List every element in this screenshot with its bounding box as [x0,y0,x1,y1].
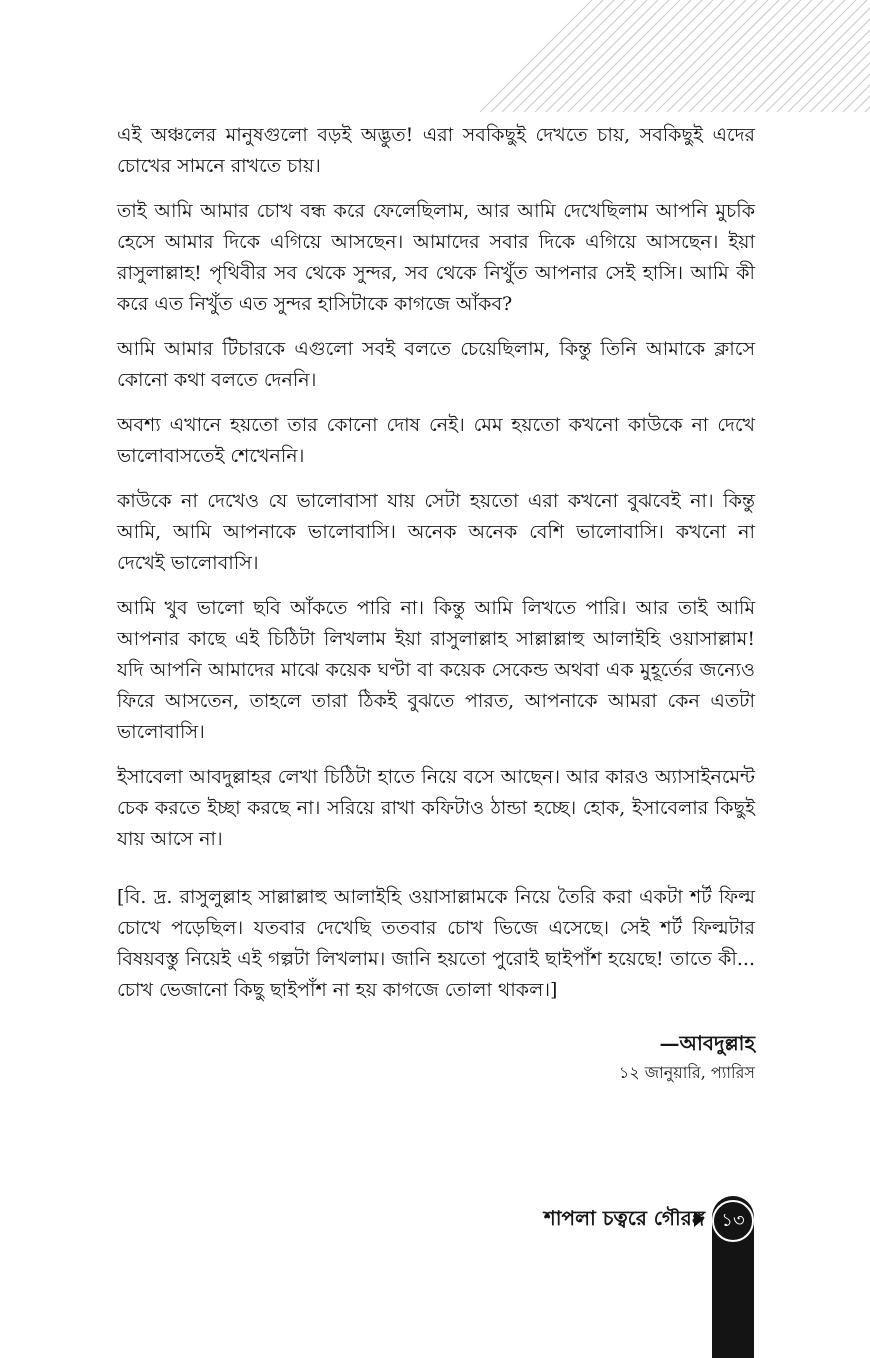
hatch-line [579,0,691,112]
hatch-line [722,0,834,112]
body-text [117,120,755,1020]
hatch-line [700,0,812,112]
hatch-line [546,0,658,112]
hatch-line [524,0,636,112]
paragraph: আমি খুব ভালো ছবি আঁকতে পারি না। কিন্তু আমি লিখতে পারি। আর তাই আমি আপনার কাছে এই চিঠিটা লিখলাম ইয়া রাসুলাল্লাহ সাল্লাল্লাহু আলাইহি ওয়াসাল্লাম! যদি আপনি আমাদের মাঝে কয়েক ঘণ্টা বা কয়েক সেকেন্ড অথবা এক মুহূর্তের জন্যেও ফিরে আসতেন, তাহলে তারা ঠিকই বুঝতে পারত, আপনাকে আমরা কেন এতটা ভালোবাসি। [117,597,755,743]
hatch-line [590,0,702,112]
hatch-line [568,0,680,112]
diagonal-hatch-decoration [480,0,870,112]
author-note: [বি. দ্র. রাসুলুল্লাহ সাল্লাল্লাহু আলাইহি ওয়াসাল্লামকে নিয়ে তৈরি করা একটা শর্ট ফিল্ম চোখে পড়েছিল। যতবার দেখেছি ততবার চোখ ভিজে এসেছে। সেই শর্ট ফিল্মটার বিষয়বস্তু নিয়েই এই গল্পটা লিখলাম। জানি হয়তো পুরোই ছাইপাঁশ হয়েছে! তাতে কী... চোখ ভেজানো কিছু ছাইপাঁশ না হয় কাগজে তোলা থাকল।] [117,886,755,1001]
hatch-line [689,0,801,112]
paragraph: ইসাবেলা আবদুল্লাহর লেখা চিঠিটা হাতে নিয়ে বসে আছেন। আর কারও অ্যাসাইনমেন্ট চেক করতে ইচ্ছা করছে না। সরিয়ে রাখা কফিটাও ঠান্ডা হচ্ছে। হোক, ইসাবেলার কিছুই যায় আসে না। [117,766,755,850]
hatch-line [612,0,724,112]
hatch-line [601,0,713,112]
hatch-line [777,0,870,112]
paragraph: অবশ্য এখানে হয়তো তার কোনো দোষ নেই। মেম হয়তো কখনো কাউকে না দেখে ভালোবাসতেই শেখেননি। [117,414,755,467]
hatch-line [711,0,823,112]
paragraph: তাই আমি আমার চোখ বন্ধ করে ফেলেছিলাম, আর আমি দেখেছিলাম আপনি মুচকি হেসে আমার দিকে এগিয়ে আসছেন। আমাদের সবার দিকে এগিয়ে আসছেন। ইয়া রাসুলাল্লাহ! পৃথিবীর সব থেকে সুন্দর, সব থেকে নিখুঁত আপনার সেই হাসি। আমি কী করে এত নিখুঁত এত সুন্দর হাসিটাকে কাগজে আঁকব? [117,200,755,315]
paragraph: কাউকে না দেখেও যে ভালোবাসা যায় সেটা হয়তো এরা কখনো বুঝবেই না। কিন্তু আমি, আমি আপনাকে ভালোবাসি। অনেক অনেক বেশি ভালোবাসি। কখনো না দেখেই ভালোবাসি। [117,490,755,574]
running-book-title: শাপলা চত্বরে গৌরঙ্গ [543,1206,705,1230]
hatch-line [513,0,625,112]
hatch-line [502,0,614,112]
hatch-line [535,0,647,112]
hatch-line [667,0,779,112]
hatch-line [854,0,870,112]
hatch-line [656,0,768,112]
hatch-line [623,0,735,112]
page-footer [0,1196,870,1358]
page-number: ১৩ [712,1200,754,1242]
hatch-line [645,0,757,112]
hatch-line [491,0,603,112]
author-signature: —আবদুল্লাহ [659,1031,755,1055]
hatch-line [733,0,845,112]
paragraph: এই অঞ্চলের মানুষগুলো বড়ই অদ্ভুত! এরা সবকিছুই দেখতে চায়, সবকিছুই এদের চোখের সামনে রাখতে চায়। [117,124,755,177]
paragraph: আমি আমার টিচারকে এগুলো সবই বলতে চেয়েছিলাম, কিন্তু তিনি আমাকে ক্লাসে কোনো কথা বলতে দেননি। [117,338,755,391]
hatch-line [557,0,669,112]
hatch-line [744,0,856,112]
signature-date-place: ১২ জানুয়ারি, প্যারিস [618,1063,755,1082]
hatch-line [755,0,867,112]
hatch-line [634,0,746,112]
hatch-line [480,0,592,112]
hatch-line [678,0,790,112]
triangle-arrow-icon [694,1211,704,1227]
signature-block [619,1028,755,1086]
